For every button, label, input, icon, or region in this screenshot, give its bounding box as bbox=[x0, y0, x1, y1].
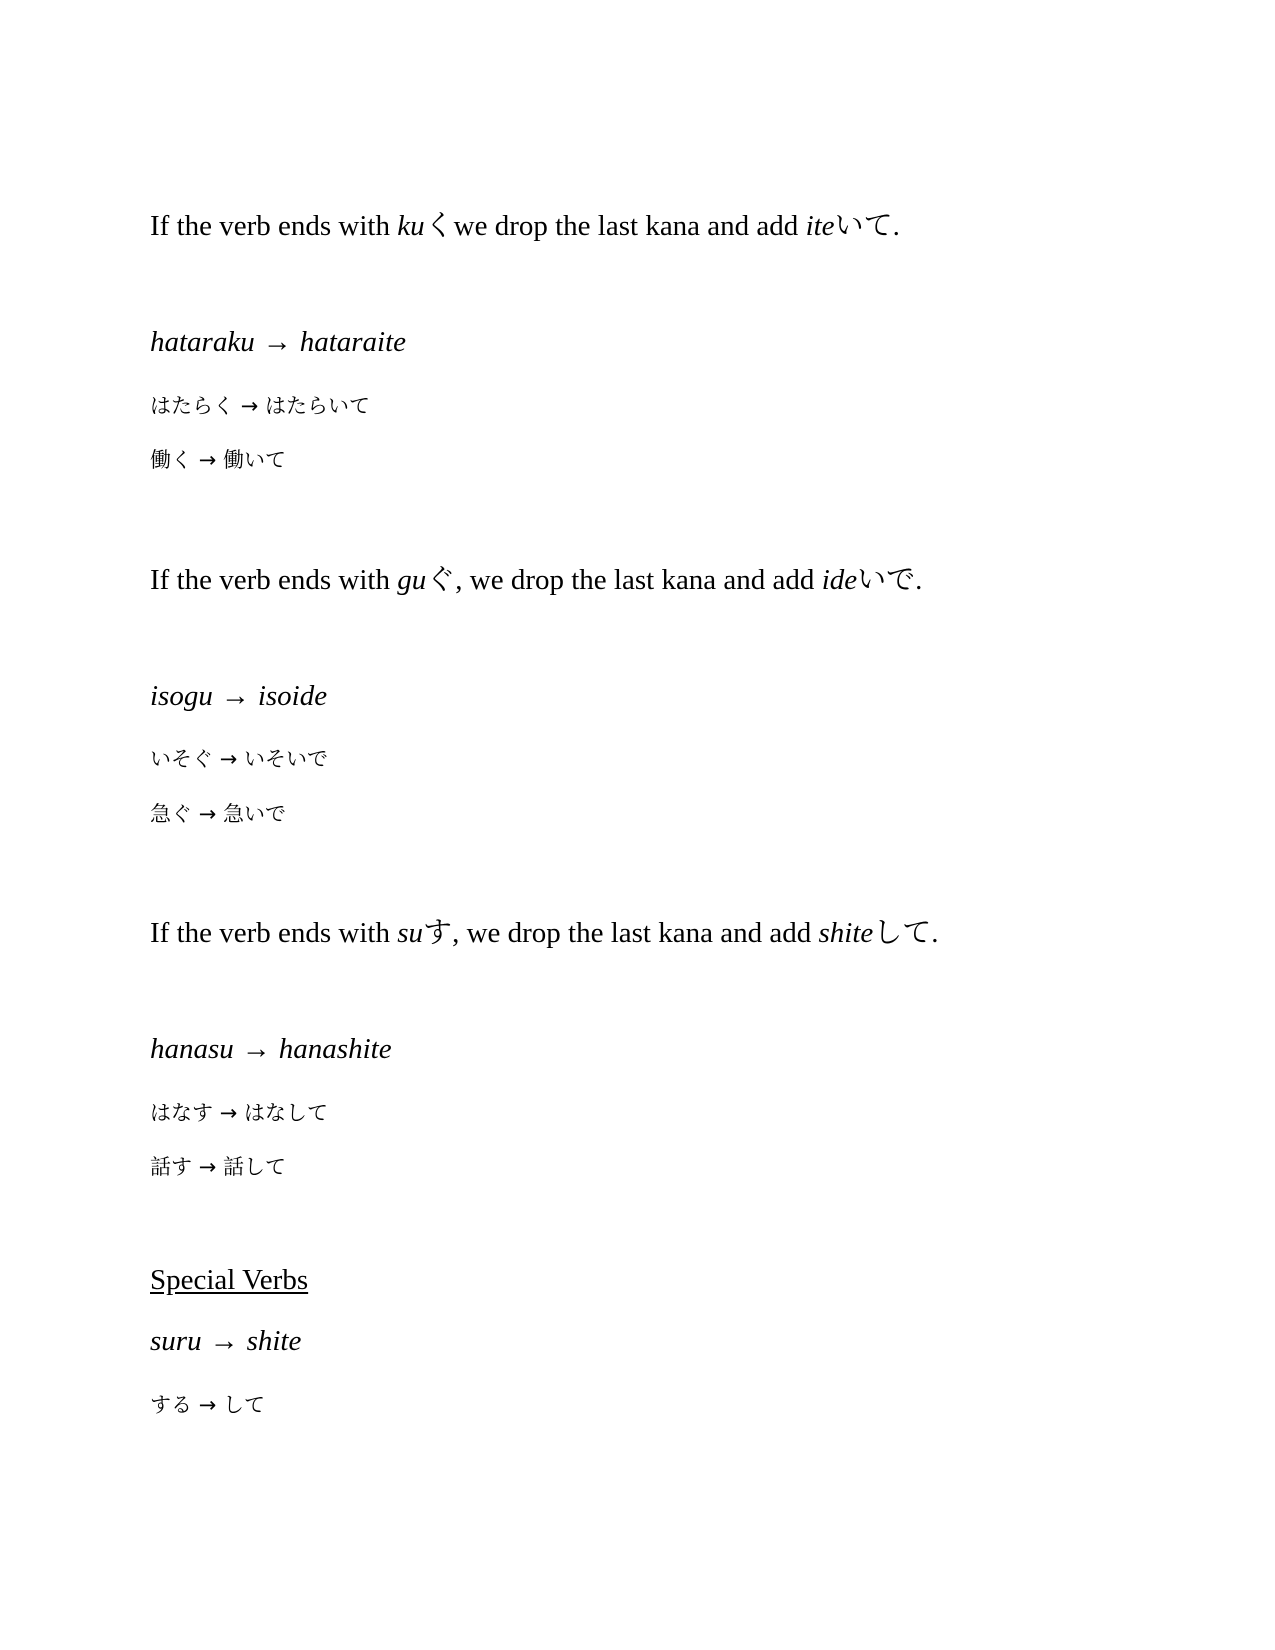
romaji-from: hanasu bbox=[150, 1033, 234, 1065]
kana-from: はたらく bbox=[150, 394, 234, 418]
rule-ending-kana: ぐ bbox=[426, 564, 456, 596]
arrow: → bbox=[209, 1325, 239, 1357]
special-kana bbox=[150, 1389, 265, 1419]
example-kanji bbox=[150, 1151, 286, 1181]
example-kanji bbox=[150, 798, 286, 828]
romaji-to: hanashite bbox=[278, 1033, 392, 1065]
arrow: → bbox=[198, 1393, 217, 1417]
arrow: → bbox=[198, 448, 217, 472]
special-verbs-heading: Special Verbs bbox=[150, 1264, 309, 1296]
kanji-from: 急ぐ bbox=[150, 802, 192, 826]
kana-to: はなして bbox=[243, 1101, 328, 1125]
rule-gu bbox=[150, 557, 922, 598]
rule-ending-romaji: su bbox=[397, 917, 424, 949]
example-kana bbox=[150, 1097, 328, 1127]
kana-to: いそいで bbox=[243, 747, 328, 771]
romaji-to: isoide bbox=[257, 680, 328, 712]
arrow: → bbox=[262, 326, 292, 358]
kana-from: いそぐ bbox=[150, 747, 213, 771]
rule-add-kana: して bbox=[873, 917, 932, 949]
romaji-to: shite bbox=[246, 1325, 302, 1357]
kanji-from: 働く bbox=[150, 448, 192, 472]
rule-text: If the verb ends with bbox=[150, 917, 398, 949]
kanji-to: 急いで bbox=[222, 802, 286, 826]
rule-text: . bbox=[915, 564, 923, 596]
kana-from: する bbox=[150, 1393, 192, 1417]
kana-to: はたらいて bbox=[264, 394, 370, 418]
arrow: → bbox=[198, 802, 217, 826]
rule-ending-romaji: gu bbox=[397, 564, 427, 596]
arrow: → bbox=[219, 747, 238, 771]
rule-text: . bbox=[892, 210, 900, 242]
romaji-to: hataraite bbox=[299, 326, 407, 358]
rule-ku bbox=[150, 203, 900, 244]
example-kanji bbox=[150, 444, 286, 474]
arrow: → bbox=[220, 680, 250, 712]
kana-to: して bbox=[222, 1393, 265, 1417]
example-kana bbox=[150, 743, 328, 773]
rule-text: If the verb ends with bbox=[150, 564, 398, 596]
romaji-from: suru bbox=[150, 1325, 202, 1357]
arrow: → bbox=[219, 1101, 238, 1125]
rule-text: , we drop the last kana and add bbox=[452, 917, 819, 949]
rule-add-romaji: ite bbox=[805, 210, 835, 242]
rule-add-romaji: ide bbox=[821, 564, 858, 596]
special-romaji bbox=[150, 1325, 301, 1358]
kanji-to: 働いて bbox=[222, 448, 286, 472]
rule-ending-romaji: ku bbox=[397, 210, 425, 242]
arrow: → bbox=[198, 1155, 217, 1179]
rule-ending-kana: く bbox=[424, 210, 454, 242]
kana-from: はなす bbox=[150, 1101, 213, 1125]
rule-text: we drop the last kana and add bbox=[453, 210, 806, 242]
rule-su bbox=[150, 910, 939, 951]
romaji-from: hataraku bbox=[150, 326, 255, 358]
example-kana bbox=[150, 390, 370, 420]
example-romaji bbox=[150, 680, 327, 713]
rule-text: , we drop the last kana and add bbox=[455, 564, 822, 596]
rule-add-kana: いで bbox=[857, 564, 916, 596]
rule-text: If the verb ends with bbox=[150, 210, 398, 242]
rule-text: . bbox=[931, 917, 939, 949]
rule-ending-kana: す bbox=[423, 917, 453, 949]
kanji-to: 話して bbox=[222, 1155, 286, 1179]
romaji-from: isogu bbox=[150, 680, 213, 712]
example-romaji bbox=[150, 1033, 392, 1066]
rule-add-romaji: shite bbox=[818, 917, 874, 949]
arrow: → bbox=[240, 394, 259, 418]
kanji-from: 話す bbox=[150, 1155, 192, 1179]
example-romaji bbox=[150, 326, 406, 359]
arrow: → bbox=[241, 1033, 271, 1065]
rule-add-kana: いて bbox=[834, 210, 893, 242]
